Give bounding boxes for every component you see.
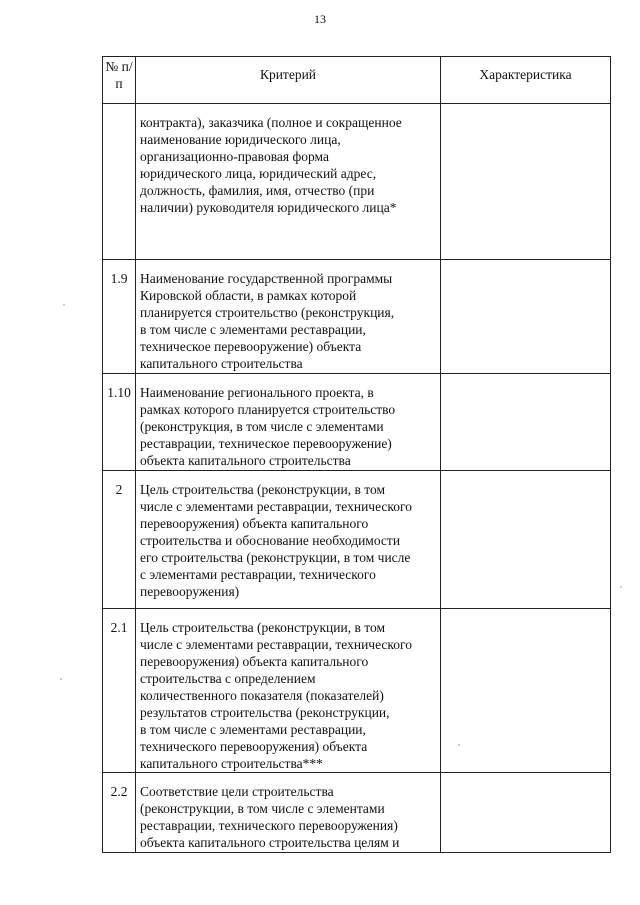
row-number: 2.2 xyxy=(103,773,136,853)
row-characteristic xyxy=(441,609,611,773)
row-criterion: контракта), заказчика (полное и сокращенное наименование юридического лица, организационно-правовая форма юридического лица, юридический адрес, должность, фамилия, имя, отчество (при наличии) руководителя юридического лица* xyxy=(136,104,441,260)
table-row xyxy=(103,104,611,260)
row-number: 1.10 xyxy=(103,374,136,471)
row-criterion: Цель строительства (реконструкции, в том числе с элементами реставрации, технического перевооружения) объекта капитального строительства и обоснование необходимости его строительства (реконструкции, в том числе с элементами реставрации, технического перевооружения) xyxy=(136,471,441,609)
header-criterion: Критерий xyxy=(136,57,441,104)
row-characteristic xyxy=(441,104,611,260)
row-number xyxy=(103,104,136,260)
row-criterion: Цель строительства (реконструкции, в том числе с элементами реставрации, технического перевооружения) объекта капитального строительства с определением количественного показателя (показателей) результатов строительства (реконструкции, в том числе с элементами реставрации, технического перевооружения) объекта капитального строительства*** xyxy=(136,609,441,773)
scan-speck xyxy=(620,586,622,588)
row-number: 2.1 xyxy=(103,609,136,773)
scan-speck xyxy=(458,744,460,746)
row-characteristic xyxy=(441,260,611,374)
scan-speck xyxy=(60,678,62,680)
table-row xyxy=(103,260,611,374)
table-row xyxy=(103,609,611,773)
page-number: 13 xyxy=(314,12,326,26)
row-number: 2 xyxy=(103,471,136,609)
table-row xyxy=(103,773,611,853)
header-number: № п/п xyxy=(103,57,136,104)
criteria-table xyxy=(102,56,611,853)
header-characteristic: Характеристика xyxy=(441,57,611,104)
table-row xyxy=(103,471,611,609)
row-criterion: Соответствие цели строительства (реконструкции, в том числе с элементами реставрации, технического перевооружения) объекта капитального строительства целям и xyxy=(136,773,441,853)
table-row xyxy=(103,374,611,471)
row-number: 1.9 xyxy=(103,260,136,374)
row-characteristic xyxy=(441,374,611,471)
scan-speck xyxy=(63,304,65,306)
row-characteristic xyxy=(441,471,611,609)
row-criterion: Наименование регионального проекта, в рамках которого планируется строительство (реконструкция, в том числе с элементами реставрации, техническое перевооружение) объекта капитального строительства xyxy=(136,374,441,471)
row-criterion: Наименование государственной программы Кировской области, в рамках которой планируется строительство (реконструкция, в том числе с элементами реставрации, техническое перевооружение) объекта капитального строительства xyxy=(136,260,441,374)
table-header-row xyxy=(103,57,611,104)
row-characteristic xyxy=(441,773,611,853)
